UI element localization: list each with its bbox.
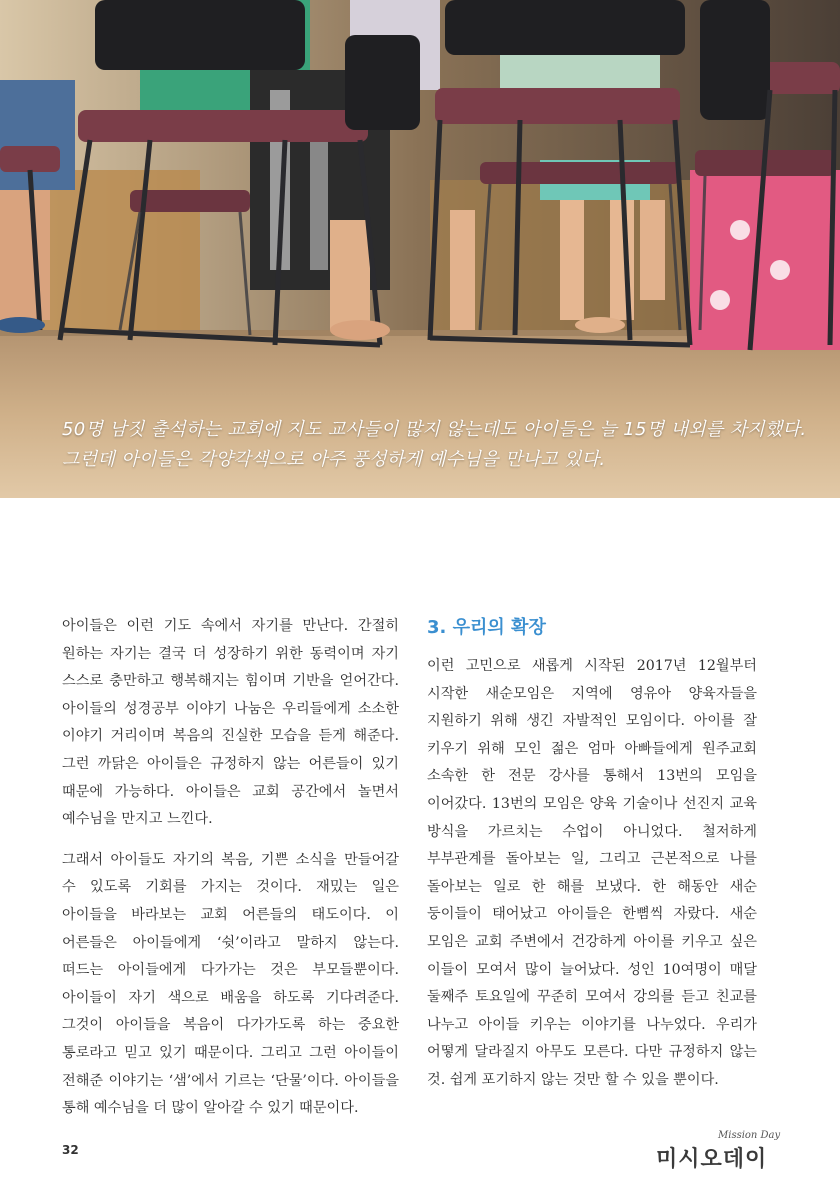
page-number: 32 xyxy=(62,1143,79,1157)
photo-caption xyxy=(62,415,822,475)
right-paragraph-1: 이런 고민으로 새롭게 시작된 2017년 12월부터 시작한 새순모임은 지역에 영유아 양육자들을 지원하기 위해 생긴 자발적인 모임이다. 아이를 잘 키우기 위해 모인 젊은 엄마 아빠들에게 원주교회 소속한 한 전문 강사를 통해서 13번의 모임을 이어갔다. 13번의 모임은 양육 기술이나 선진지 교육 방식을 가르치는 수업이 아니었다. 철저하게 부부관계를 돌아보는 일, 그리고 근본적으로 나를 돌아보는 일로 한 해를 보냈다. 한 해동안 새순 둥이들이 태어났고 아이들은 한뼘씩 자랐다. 새순 모임은 교회 주변에서 건강하게 아이를 키우고 싶은 이들이 모여서 많이 늘어났다. 성인 10여명이 매달 둘째주 토요일에 꾸준히 모여서 강의를 듣고 친교를 나누고 아이들 키우는 이야기를 나누었다. 우리가 어떻게 달라질지 아무도 모른다. 다만 규정하지 않는 것. 쉽게 포기하지 않는 것만 할 수 있을 뿐이다. xyxy=(427,658,757,1088)
caption-line-1: 50명 남짓 출석하는 교회에 지도 교사들이 많지 않는데도 아이들은 늘 15명 내외를 차지했다. xyxy=(62,419,807,440)
caption-line-2: 그런데 아이들은 각양각색으로 아주 풍성하게 예수님을 만나고 있다. xyxy=(62,449,606,470)
left-column xyxy=(62,613,399,1123)
classroom-photo xyxy=(0,0,840,498)
magazine-logo xyxy=(652,1128,792,1172)
section-heading: 3. 우리의 확장 xyxy=(427,617,546,638)
logo-script-text: Mission Day xyxy=(718,1130,781,1141)
logo-main-text: 미시오데이 xyxy=(656,1147,768,1172)
right-column xyxy=(427,613,757,1095)
left-paragraph-2: 그래서 아이들도 자기의 복음, 기쁜 소식을 만들어갈 수 있도록 기회를 가지는 것이다. 재밌는 일은 아이들을 바라보는 교회 어른들의 태도이다. 이 어른들은 아이들에게 ‘쉿’이라고 말하지 않는다. 떠드는 아이들에게 다가가는 것은 부모들뿐이다. 아이들이 자기 색으로 배움을 하도록 기다려준다. 그것이 아이들을 복음이 다가가도록 하는 중요한 통로라고 믿고 있기 때문이다. 그리고 그런 아이들이 전해준 이야기는 ‘샘’에서 기르는 ‘단물’이다. 아이들을 통해 예수님을 더 많이 알아갈 수 있기 때문이다. xyxy=(62,851,399,1117)
left-paragraph-1: 아이들은 이런 기도 속에서 자기를 만난다. 간절히 원하는 자기는 결국 더 성장하기 위한 동력이며 자기 스스로 충만하고 행복해지는 힘이며 기반을 얻어간다. 아이들의 성경공부 이야기 나눔은 우리들에게 소소한 이야기 거리이며 복음의 진실한 모습을 듣게 해준다. 그런 까닭은 아이들은 규정하지 않는 어른들이 있기 때문에 가능하다. 아이들은 교회 공간에서 놀면서 예수님을 만지고 느낀다. xyxy=(62,618,399,828)
